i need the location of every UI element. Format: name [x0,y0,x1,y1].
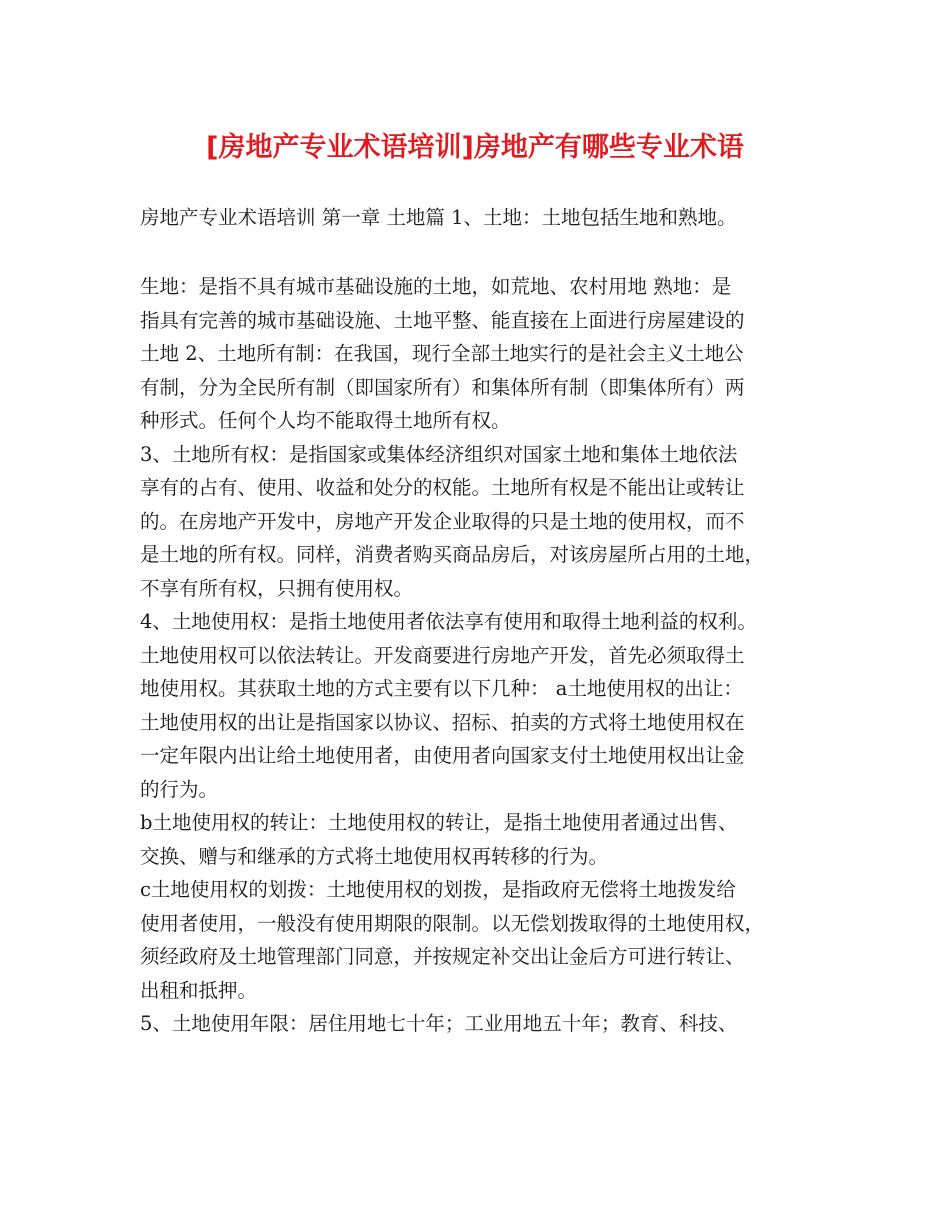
text-line: 土地使用权的出让是指国家以协议、招标、拍卖的方式将土地使用权在 [140,710,745,734]
text-line: 地使用权。其获取土地的方式主要有以下几种： a土地使用权的出让： [140,677,743,700]
text-line: 3、土地所有权：是指国家或集体经济组织对国家土地和集体土地依法 [140,442,738,466]
text-line: 一定年限内出让给土地使用者，由使用者向国家支付土地使用权出让金 [140,744,745,767]
document-title: [房地产专业术语培训]房地产有哪些专业术语 [206,132,744,163]
paragraph [140,605,814,806]
text-line: 的。在房地产开发中，房地产开发企业取得的只是土地的使用权，而不 [140,509,745,533]
paragraph [140,806,814,873]
text-line: 种形式。任何个人均不能取得土地所有权。 [140,409,511,432]
intro-line: 房地产专业术语培训 第一章 土地篇 1、土地：土地包括生地和熟地。 [140,206,737,229]
text-line: 享有的占有、使用、收益和处分的权能。土地所有权是不能出让或转让 [140,476,745,499]
text-line: b土地使用权的转让：土地使用权的转让，是指土地使用者通过出售、 [140,811,738,834]
text-line: 生地：是指不具有城市基础设施的土地，如荒地、农村用地 熟地：是 [140,275,732,298]
document-body [140,270,814,1041]
text-line: 土地使用权可以依法转让。开发商要进行房地产开发，首先必须取得土 [140,643,745,667]
paragraph [140,1007,814,1041]
text-line: 的行为。 [140,777,219,801]
text-line: 4、土地使用权：是指土地使用者依法享有使用和取得土地利益的权利。 [140,610,757,633]
text-line: 指具有完善的城市基础设施、土地平整、能直接在上面进行房屋建设的 [140,308,745,332]
paragraph [140,873,814,1007]
text-line: 有制，分为全民所有制（即国家所有）和集体所有制（即集体所有）两 [140,375,745,399]
text-line: 不享有所有权，只拥有使用权。 [140,576,414,600]
paragraph [140,270,814,438]
text-line: 须经政府及土地管理部门同意，并按规定补交出让金后方可进行转让、 [140,945,745,968]
text-line: 出租和抵押。 [140,978,258,1002]
text-line: 使用者使用，一般没有使用期限的限制。以无偿划拨取得的土地使用权， [140,911,765,935]
text-line: c土地使用权的划拨：土地使用权的划拨，是指政府无偿将土地拨发给 [140,878,736,901]
text-line: 土地 2、土地所有制：在我国，现行全部土地实行的是社会主义土地公 [140,342,744,365]
paragraph [140,438,814,606]
text-line: 5、土地使用年限：居住用地七十年；工业用地五十年；教育、科技、 [140,1012,738,1035]
text-line: 交换、赠与和继承的方式将土地使用权再转移的行为。 [140,844,609,868]
text-line: 是土地的所有权。同样，消费者购买商品房后，对该房屋所占用的土地， [140,543,765,566]
